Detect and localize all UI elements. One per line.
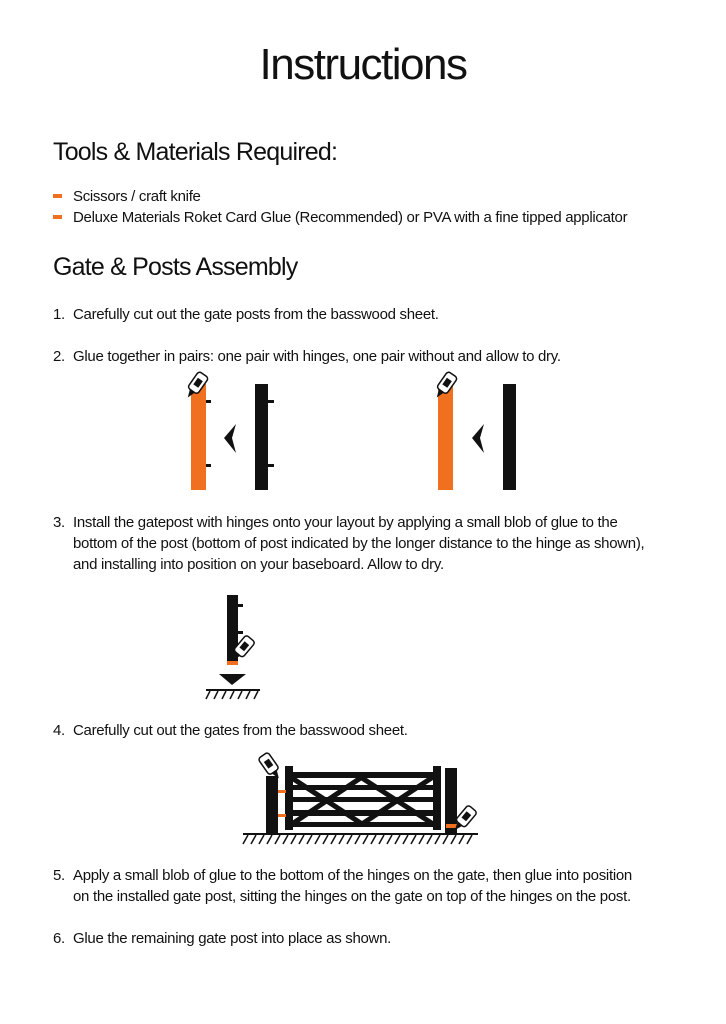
step-4: 4. Carefully cut out the gates from the basswood sheet. bbox=[53, 722, 408, 739]
step-3: 3. Install the gatepost with hinges onto your layout by applying a small blob of glue to the bottom of the post (bottom of post indicated by the longer distance to the hinge as shown), and installing into position on your baseboard. Allow to dry. bbox=[53, 514, 645, 573]
step-1: 1. Carefully cut out the gate posts from the basswood sheet. bbox=[53, 306, 439, 323]
page-title: Instructions bbox=[259, 40, 467, 89]
ground-hatch bbox=[243, 835, 472, 844]
bullet-dash-icon bbox=[53, 215, 62, 219]
ground-hatch bbox=[206, 691, 258, 699]
arrow-left-icon bbox=[224, 424, 236, 453]
tools-heading: Tools & Materials Required: bbox=[53, 138, 338, 166]
orange-post bbox=[191, 384, 206, 490]
tools-item: Deluxe Materials Roket Card Glue (Recommended) or PVA with a fine tipped applicator bbox=[53, 209, 627, 226]
arrow-left-icon bbox=[472, 424, 484, 453]
bullet-dash-icon bbox=[53, 194, 62, 198]
gate-diagram bbox=[0, 752, 726, 852]
post-pairs-diagram bbox=[0, 370, 726, 500]
step-5: 5. Apply a small blob of glue to the bottom of the hinges on the gate, then glue into position on the installed gate post, sitting the hinges on the gate on top of the hinges on the post. bbox=[53, 867, 632, 905]
tools-item: Scissors / craft knife bbox=[53, 188, 201, 205]
black-post bbox=[255, 384, 268, 490]
step-6: 6. Glue the remaining gate post into place as shown. bbox=[53, 930, 392, 947]
assembly-heading: Gate & Posts Assembly bbox=[53, 253, 298, 281]
plain-post-pair bbox=[432, 371, 516, 490]
orange-post bbox=[438, 384, 453, 490]
arrow-down-icon bbox=[219, 674, 246, 685]
install-post-diagram bbox=[0, 590, 726, 710]
step-2: 2. Glue together in pairs: one pair with hinges, one pair without and allow to dry. bbox=[53, 348, 561, 365]
black-post bbox=[503, 384, 516, 490]
glue-blob bbox=[227, 661, 238, 665]
hinged-post-pair bbox=[183, 371, 274, 490]
